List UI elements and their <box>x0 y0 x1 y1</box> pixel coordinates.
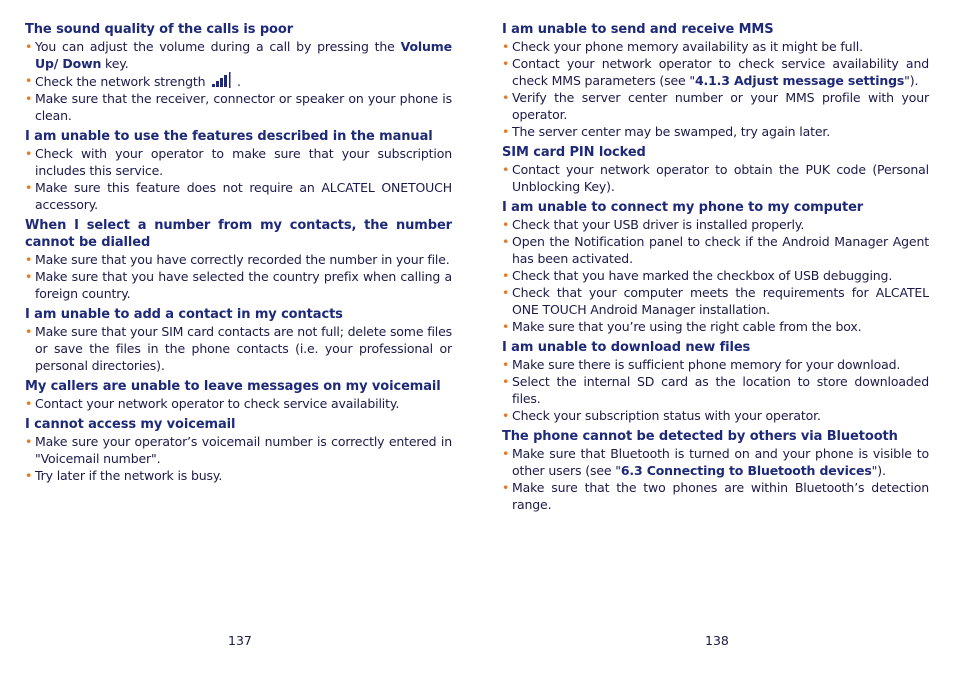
bullet-text-tail: "). <box>871 463 886 478</box>
bullet-dot: • <box>502 124 510 139</box>
faq-answer-bullet <box>502 161 929 195</box>
faq-answer-bullet <box>25 38 452 72</box>
bullet-dot: • <box>25 91 33 106</box>
bullet-dot: • <box>502 56 510 71</box>
bullet-text: Make sure this feature does not require an ALCATEL ONETOUCH accessory. <box>35 180 452 212</box>
bullet-dot: • <box>502 162 510 177</box>
bullet-text-tail: . <box>233 74 241 89</box>
bullet-dot: • <box>25 434 33 449</box>
bullet-text: Check the network strength <box>35 74 210 89</box>
faq-question-heading: I am unable to connect my phone to my computer <box>502 200 864 215</box>
faq-question-heading: The phone cannot be detected by others via Bluetooth <box>502 429 898 444</box>
faq-section <box>502 339 929 424</box>
bullet-text: Check your subscription status with your operator. <box>512 408 821 423</box>
faq-answer-bullet <box>25 323 452 374</box>
faq-answer-bullet <box>502 55 929 89</box>
bullet-text: Make sure there is sufficient phone memory for your download. <box>512 357 901 372</box>
faq-question-heading: I am unable to download new files <box>502 340 751 355</box>
faq-question-heading: My callers are unable to leave messages on my voicemail <box>25 379 441 394</box>
bullet-dot: • <box>25 180 33 195</box>
bullet-dot: • <box>25 324 33 339</box>
faq-answer-bullet <box>25 433 452 467</box>
bullet-dot: • <box>502 374 510 389</box>
faq-section <box>25 21 452 124</box>
bullet-text: Make sure that your SIM card contacts are not full; delete some files or save the files in the phone contacts (i.e. your professional or personal directories). <box>35 324 452 373</box>
faq-answer-bullet <box>502 373 929 407</box>
bullet-text: Check with your operator to make sure that your subscription includes this service. <box>35 146 452 178</box>
faq-answer-bullet <box>502 407 929 424</box>
bold-reference: 4.1.3 Adjust message settings <box>694 73 905 88</box>
faq-question-heading: SIM card PIN locked <box>502 145 646 160</box>
bullet-text: Check your phone memory availability as it might be full. <box>512 39 863 54</box>
bullet-dot: • <box>25 269 33 284</box>
faq-section <box>25 378 452 412</box>
bold-reference: Volume Up/ Down <box>35 39 452 71</box>
faq-section <box>25 217 452 302</box>
bullet-text: Verify the server center number or your MMS profile with your operator. <box>512 90 929 122</box>
bullet-dot: • <box>502 446 510 461</box>
faq-answer-bullet <box>502 123 929 140</box>
bullet-dot: • <box>25 396 33 411</box>
bullet-dot: • <box>25 73 33 88</box>
left-page-column <box>25 21 452 488</box>
faq-section <box>502 21 929 140</box>
faq-answer-bullet <box>25 90 452 124</box>
faq-section <box>502 199 929 335</box>
faq-question-heading: When I select a number from my contacts, the number cannot be dialled <box>25 218 452 250</box>
faq-answer-bullet <box>502 318 929 335</box>
bullet-dot: • <box>502 319 510 334</box>
bullet-dot: • <box>502 39 510 54</box>
faq-answer-bullet <box>502 356 929 373</box>
signal-strength-icon <box>211 72 231 88</box>
faq-answer-bullet <box>502 38 929 55</box>
bullet-text-tail: "). <box>904 73 919 88</box>
faq-answer-bullet <box>502 284 929 318</box>
page-number-left: 137 <box>228 633 252 648</box>
bullet-text: Make sure that you have correctly recorded the number in your file. <box>35 252 450 267</box>
bullet-text: Make sure that Bluetooth is turned on and your phone is visible to other users (see " <box>512 446 929 478</box>
faq-question-heading: I am unable to use the features described in the manual <box>25 129 433 144</box>
bullet-dot: • <box>502 408 510 423</box>
faq-question-heading: The sound quality of the calls is poor <box>25 22 294 37</box>
page-number-right: 138 <box>705 633 729 648</box>
bullet-text: The server center may be swamped, try again later. <box>512 124 831 139</box>
faq-answer-bullet <box>502 479 929 513</box>
bullet-text: Contact your network operator to check service availability and check MMS parameters (see " <box>512 56 929 88</box>
bullet-text: Select the internal SD card as the location to store downloaded files. <box>512 374 929 406</box>
bullet-dot: • <box>25 146 33 161</box>
bullet-text: Try later if the network is busy. <box>35 468 223 483</box>
faq-answer-bullet <box>502 216 929 233</box>
bullet-dot: • <box>502 285 510 300</box>
faq-section <box>25 306 452 374</box>
bullet-text: Check that your USB driver is installed properly. <box>512 217 805 232</box>
faq-answer-bullet <box>502 445 929 479</box>
bold-reference: 6.3 Connecting to Bluetooth devices <box>620 463 872 478</box>
faq-question-heading: I cannot access my voicemail <box>25 417 236 432</box>
bullet-dot: • <box>502 234 510 249</box>
bullet-text: Check that your computer meets the requirements for ALCATEL ONE TOUCH Android Manager installation. <box>512 285 929 317</box>
faq-answer-bullet <box>502 233 929 267</box>
bullet-text: Contact your network operator to obtain the PUK code (Personal Unblocking Key). <box>512 162 929 194</box>
bullet-dot: • <box>502 480 510 495</box>
bullet-text: Make sure your operator’s voicemail number is correctly entered in "Voicemail number". <box>35 434 452 466</box>
bullet-dot: • <box>25 39 33 54</box>
faq-answer-bullet <box>502 267 929 284</box>
bullet-dot: • <box>25 468 33 483</box>
faq-question-heading: I am unable to send and receive MMS <box>502 22 774 37</box>
bullet-text: Contact your network operator to check service availability. <box>35 396 400 411</box>
bullet-text-tail: key. <box>101 56 129 71</box>
faq-answer-bullet <box>25 72 452 90</box>
faq-answer-bullet <box>502 89 929 123</box>
bullet-text: Make sure that you’re using the right cable from the box. <box>512 319 862 334</box>
bullet-dot: • <box>502 268 510 283</box>
faq-question-heading: I am unable to add a contact in my contacts <box>25 307 343 322</box>
faq-answer-bullet <box>25 145 452 179</box>
faq-section <box>502 428 929 513</box>
right-page-column <box>502 21 929 517</box>
bullet-text: Check that you have marked the checkbox of USB debugging. <box>512 268 893 283</box>
faq-answer-bullet <box>25 467 452 484</box>
bullet-text: Make sure that the receiver, connector or speaker on your phone is clean. <box>35 91 452 123</box>
bullet-text: Make sure that you have selected the country prefix when calling a foreign country. <box>35 269 452 301</box>
bullet-dot: • <box>502 357 510 372</box>
bullet-text: Open the Notification panel to check if the Android Manager Agent has been activated. <box>512 234 929 266</box>
faq-answer-bullet <box>25 179 452 213</box>
bullet-dot: • <box>25 252 33 267</box>
bullet-dot: • <box>502 217 510 232</box>
faq-section <box>25 128 452 213</box>
bullet-dot: • <box>502 90 510 105</box>
faq-answer-bullet <box>25 268 452 302</box>
faq-section <box>502 144 929 195</box>
bullet-text: Make sure that the two phones are within Bluetooth’s detection range. <box>512 480 929 512</box>
faq-section <box>25 416 452 484</box>
faq-answer-bullet <box>25 251 452 268</box>
faq-answer-bullet <box>25 395 452 412</box>
bullet-text: You can adjust the volume during a call by pressing the <box>35 39 401 54</box>
